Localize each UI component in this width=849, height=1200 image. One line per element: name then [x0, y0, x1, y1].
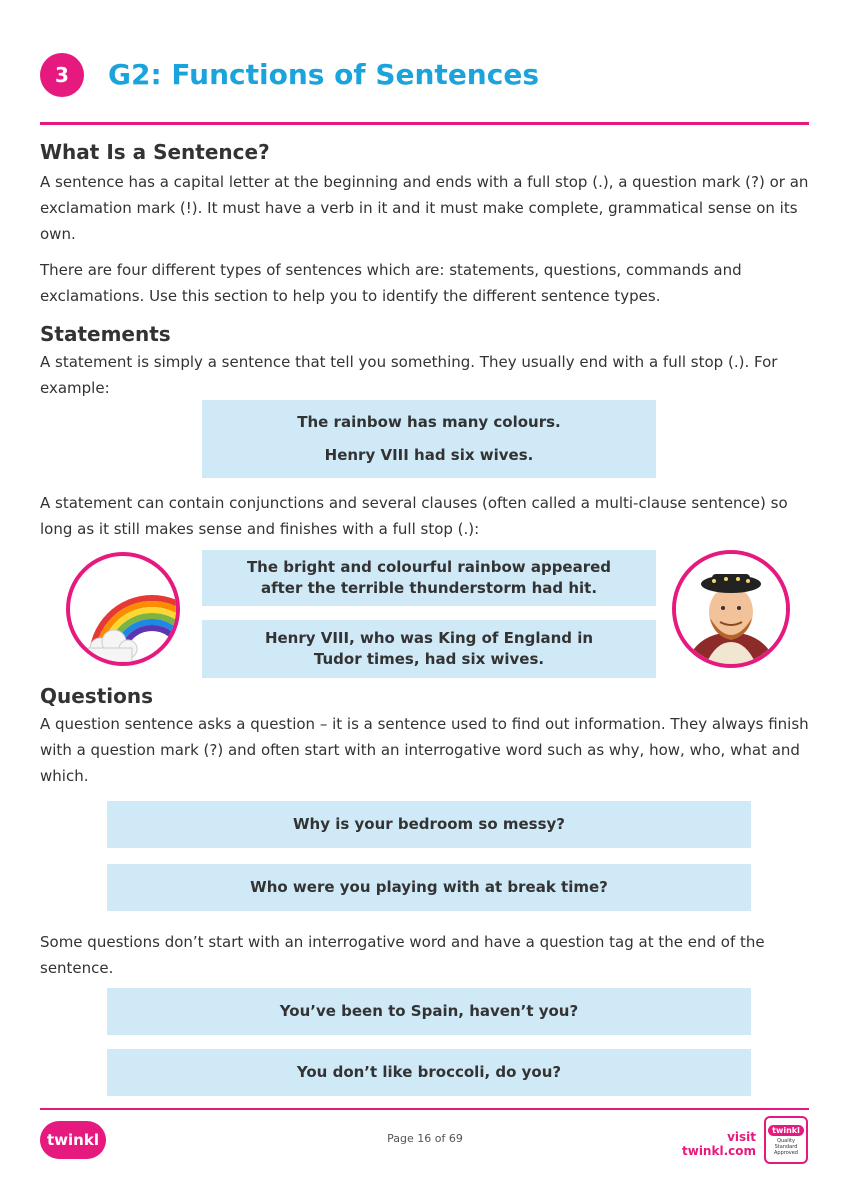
page-number: Page 16 of 69: [387, 1132, 463, 1145]
example-question-1: Why is your bedroom so messy?: [107, 801, 751, 848]
rainbow-icon: [70, 556, 176, 662]
henry-viii-portrait-icon: [676, 554, 786, 664]
paragraph-statements-1: A statement is simply a sentence that tell you something. They usually end with a full stop (.). For example:: [40, 353, 778, 397]
page-title: G2: Functions of Sentences: [108, 58, 539, 91]
paragraph-what-is-1: A sentence has a capital letter at the beginning and ends with a full stop (.), a question mark (?) or an exclamation mark (!). It must have a verb in it and it must make complete, grammatical sense on its own.: [40, 173, 809, 243]
footer-divider: [40, 1108, 809, 1110]
heading-questions: Questions: [40, 684, 154, 708]
example-multi-clause-2: Henry VIII, who was King of England in Tudor times, had six wives.: [264, 629, 594, 668]
example-box-multi-clause-1: [202, 550, 656, 606]
quality-badge-brand: twinkl: [768, 1125, 804, 1136]
example-box-statements: [202, 400, 656, 478]
example-question-tag-1: You’ve been to Spain, haven’t you?: [107, 988, 751, 1035]
quality-standard-badge: [764, 1116, 808, 1164]
example-box-multi-clause-2: [202, 620, 656, 678]
henry-viii-picture: [672, 550, 790, 668]
paragraph-questions-2: Some questions don’t start with an interrogative word and have a question tag at the end of the sentence.: [40, 933, 765, 977]
example-multi-clause-1: The bright and colourful rainbow appeared after the terrible thunderstorm had hit.: [246, 558, 612, 597]
paragraph-questions-1: A question sentence asks a question – it is a sentence used to find out information. They always finish with a question mark (?) and often start with an interrogative word such as why, how, who, what and which.: [40, 715, 809, 785]
heading-what-is-a-sentence: What Is a Sentence?: [40, 140, 270, 164]
paragraph-statements-2: A statement can contain conjunctions and several clauses (often called a multi-clause sentence) so long as it still makes sense and finishes with a full stop (.):: [40, 494, 788, 538]
example-question-tag-2: You don’t like broccoli, do you?: [107, 1049, 751, 1096]
visit-twinkl-link[interactable]: visit twinkl.com: [682, 1130, 756, 1158]
paragraph-what-is-2: There are four different types of sentences which are: statements, questions, commands and exclamations. Use this section to help you to identify the different sentence types.: [40, 261, 742, 305]
twinkl-logo: twinkl: [40, 1121, 106, 1159]
quality-badge-label: Quality Standard Approved: [774, 1137, 798, 1156]
rainbow-picture: [66, 552, 180, 666]
header-divider: [40, 122, 809, 125]
example-question-2: Who were you playing with at break time?: [107, 864, 751, 911]
heading-statements: Statements: [40, 322, 171, 346]
example-statement-2: Henry VIII had six wives.: [324, 446, 534, 464]
example-statement-1: The rainbow has many colours.: [297, 413, 561, 431]
section-number-badge: 3: [40, 53, 84, 97]
